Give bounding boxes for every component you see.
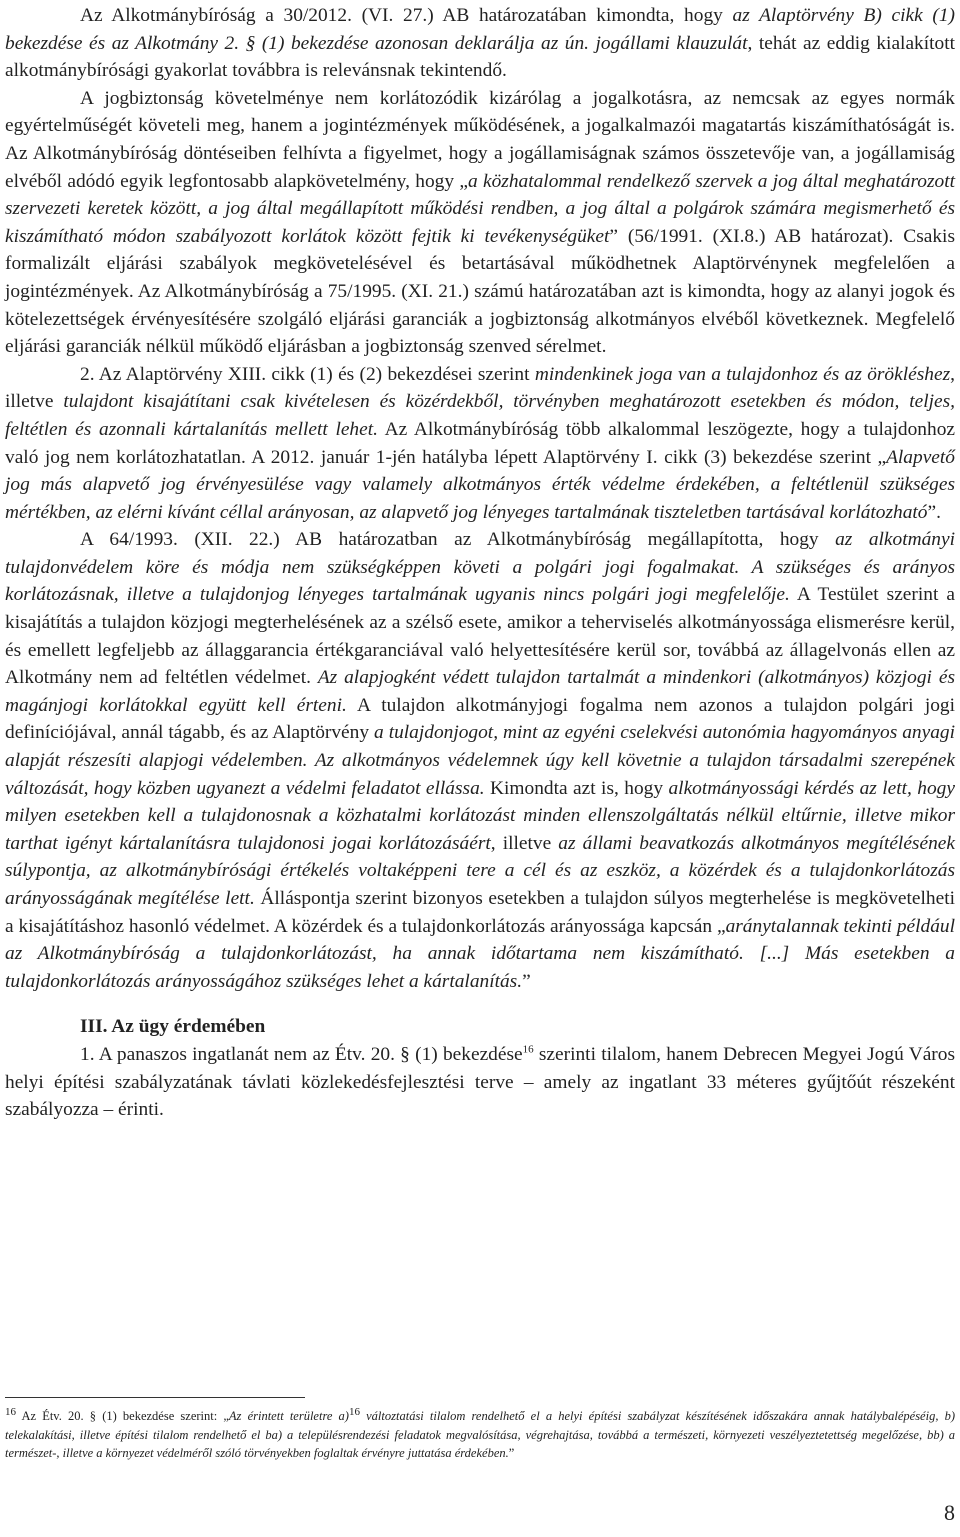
section-heading: III. Az ügy érdemében — [80, 1016, 266, 1038]
paragraph-jogallami-klauzula: Az Alkotmánybíróság a 30/2012. (VI. 27.) AB határozatában kimondta, hogy az Alaptörvény B) cikk (1) bekezdése és az Alkotmány 2. § (1) bekezdése azonosan deklarálja az ún. jogállami klauzulát, tehát az eddig kialakított alkotmánybírósági gyakorlat továbbra is relevánsnak tekintendő. — [5, 5, 955, 82]
paragraph-panaszos-ingatlana: 1. A panaszos ingatlanát nem az Étv. 20. § (1) bekezdése$^{16}$ szerinti tilalom, hanem Debrecen Megyei Jogú Város helyi építési szabályzatának távlati közlekedésfejlesztési terve – amely az ingatlant 33 méteres gyűjtőút részeként szabályozza – érinti. — [5, 1043, 956, 1121]
paragraph-jogbiztonsag: A jogbiztonság követelménye nem korlátozódik kizárólag a jogalkotásra, az nemcsak az egyes normák egyértelműségét követeli meg, hanem a jogintézmények működésének, a jogalkalmazói magatartás kiszámíthatóságát is. Az Alkotmánybíróság döntéseiben felhívta a figyelmet, hogy a jogállamiságnak számos összetevője van, a jogállamiság elvéből adódó egyik legfontosabb alapkövetelmény, hogy „a közhatalommal rendelkező szervek a jog által meghatározott szervezeti keretek között, a jog által megállapított működési rendben, a jog által a polgárok számára megismerhető és kiszámítható módon szabályozott korlátok között fejtik ki tevékenységüket” (56/1991. (XI.8.) AB határozat). Csakis formalizált eljárási szabályok megkövetelésével és betartásával működhetnek Alaptörvénynek megfelelően a jogintézmények. Az Alkotmánybíróság a 75/1995. (XI. 21.) számú határozatában azt is kimondta, hogy az alanyi jogok és kötelezettségek érvényesítésére szolgáló eljárási garanciák a jogbiztonság alkotmányos elvéből következnek. Megfelelő eljárási garanciák nélkül működő eljárásban a jogbiztonság szenved sérelmet. — [5, 87, 955, 358]
footnote-reference[interactable]: 16 — [522, 1043, 534, 1056]
footnote-separator — [5, 1397, 305, 1398]
footnote: $^{16}$ Az Étv. 20. § (1) bekezdése szerint: „Az érintett területre a)$^{16}$ változtatási tilalom rendelhető el a helyi építési szabályzat készítésének időszakára annak hatálybalépéséig, b) telekalakítási, illetve építési tilalom rendelhető el ba) a településrendezési feladatok megvalósítása, végrehajtása, továbbá a természeti, környezeti veszélyeztetettség megelőzése, bb) a természet-, illetve a környezet védelméről szóló törvényekben foglaltak érvényre juttatása érdekében.” — [5, 1405, 956, 1461]
document-page — [5, 2, 955, 1124]
paragraph-tulajdonhoz-valo-jog: 2. Az Alaptörvény XIII. cikk (1) és (2) bekezdései szerint mindenkinek joga van a tulajdonhoz és az örökléshez, illetve tulajdont kisajátítani csak kivételesen és közérdekből, törvényben meghatározott esetekben és módon, teljes, feltétlen és azonnali kártalanítás mellett lehet. Az Alkotmánybíróság több alkalommal leszögezte, hogy a tulajdonhoz való jog nem korlátozhatatlan. A 2012. január 1-jén hatályba lépett Alaptörvény I. cikk (3) bekezdése szerint „Alapvető jog más alapvető jog érvényesülése vagy valamely alkotmányos érték védelme érdekében, a feltétlenül szükséges mértékben, az elérni kívánt céllal arányosan, az alapvető jog lényeges tartalmának tiszteletben tartásával korlátozható”. — [5, 363, 955, 523]
footnote-number: 16 — [5, 1405, 16, 1418]
page-number: 8 — [944, 1500, 955, 1525]
footnote-inner-reference: 16 — [348, 1405, 360, 1418]
paragraph-alkotmanyi-tulajdonvedelem: A 64/1993. (XII. 22.) AB határozatban az Alkotmánybíróság megállapította, hogy az alkotmányi tulajdonvédelem köre és módja nem szükségképpen követi a polgári jogi fogalmakat. A szükséges és arányos korlátozásnak, illetve a tulajdonjog lényeges tartalmának ugyanis nincs polgári jogi megfelelője. A Testület szerint a kisajátítás a tulajdon közjogi megterhelésének az a szélső esete, amikor a teherviselés alkotmányossága elismerésre kerül, és emellett legfeljebb az állaggarancia értékgaranciával való helyettesítésére kerül sor, továbbá az állagelvonás ellen az Alkotmány nem ad feltétlen védelmet. Az alapjogként védett tulajdon tartalmát a mindenkori (alkotmányos) közjogi és magánjogi korlátokkal együtt kell érteni. A tulajdon alkotmányjogi fogalma nem azonos a tulajdon polgári jogi definíciójával, annál tágabb, és az Alaptörvény a tulajdonjogot, mint az egyéni cselekvési autonómia hagyományos anyagi alapját részesíti alapjogi védelemben. Az alkotmányos védelemnek úgy kell követnie a tulajdon társadalmi szerepének változását, hogy közben ugyanezt a védelmi feladatot ellássa. Kimondta azt is, hogy alkotmányossági kérdés az lett, hogy milyen esetekben kell a tulajdonosnak a közhatalmi korlátozást minden ellenszolgáltatás nélkül eltűrnie, illetve mikor tarthat igényt kártalanításra tulajdonosi jogai korlátozásáért, illetve az állami beavatkozás alkotmányos megítélésének súlypontja, az alkotmánybírósági értékelés voltaképpeni tere a cél és az eszköz, a közérdek és a tulajdonkorlátozás arányosságának megítélése lett. Álláspontja szerint bizonyos esetekben a tulajdon súlyos megterhelése is megkövetelheti a kisajátításhoz hasonló védelmet. A közérdek és a tulajdonkorlátozás arányossága kapcsán „aránytalannak tekinti például az Alkotmánybíróság a tulajdonkorlátozást, ha annak időtartama nem kiszámítható. [...] Más esetekben a tulajdonkorlátozás arányosságához szükséges lehet a kártalanítás.” — [5, 529, 956, 992]
